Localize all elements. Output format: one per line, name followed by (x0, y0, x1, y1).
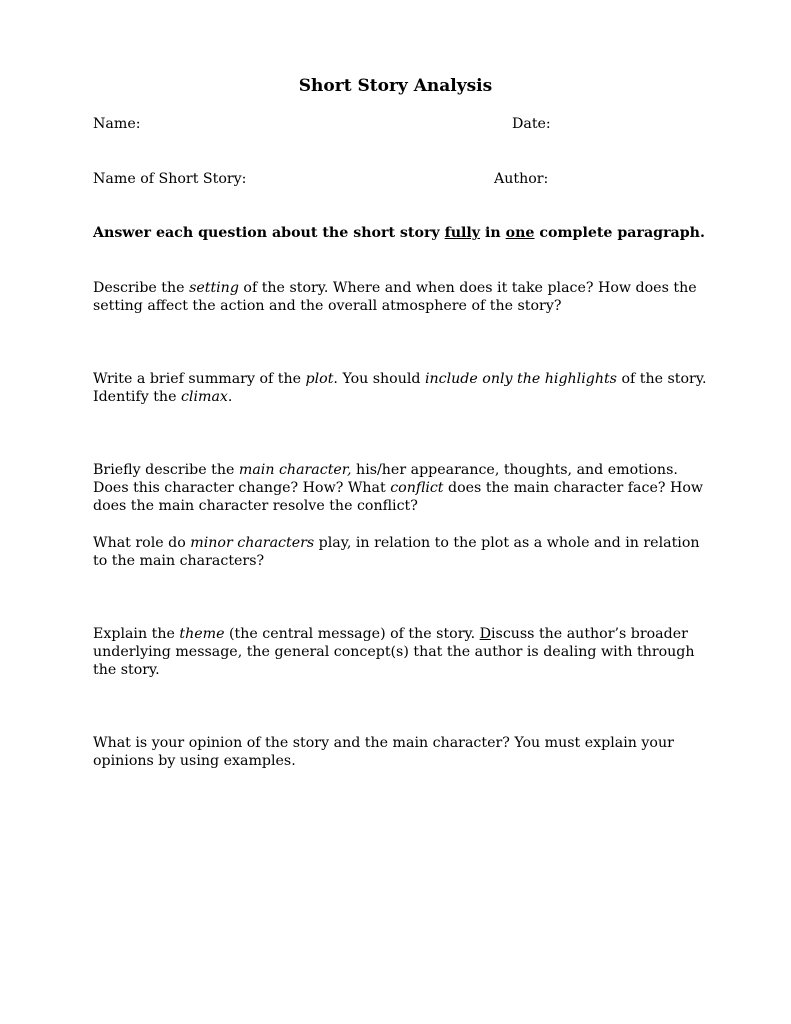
term-setting: setting (189, 280, 239, 296)
question-plot: Write a brief summary of the plot. You should include only the highlights of the story. Identify the climax. (93, 371, 707, 405)
date-label: Date: (512, 116, 551, 132)
term-conflict: conflict (390, 480, 444, 496)
question-minor-characters: What role do minor characters play, in relation to the plot as a whole and in relation to the main characters? (93, 535, 700, 569)
name-label: Name: (93, 116, 141, 132)
term-plot: plot (305, 371, 334, 387)
term-highlights: include only the highlights (425, 371, 617, 387)
story-name-label: Name of Short Story: (93, 171, 247, 187)
instructions: Answer each question about the short story fully in one complete paragraph. (93, 225, 705, 241)
term-main-character: main character, (238, 462, 352, 478)
question-theme: Explain the theme (the central message) of the story. Discuss the author’s broader underlying message, the general concept(s) that the author is dealing with through the story. (93, 626, 695, 678)
page-title: Short Story Analysis (298, 76, 493, 96)
underlined-d: D (479, 626, 491, 642)
question-main-character: Briefly describe the main character, his/her appearance, thoughts, and emotions. Does this character change? How? What conflict does the main character face? How does the main character resolve the conflict? (93, 462, 704, 514)
term-minor-characters: minor characters (190, 535, 315, 551)
author-label: Author: (494, 171, 549, 187)
emphasis-one: one (505, 225, 535, 241)
term-climax: climax (180, 389, 228, 405)
term-theme: theme (179, 626, 225, 642)
question-opinion: What is your opinion of the story and the main character? You must explain your opinions by using examples. (93, 735, 674, 769)
question-setting: Describe the setting of the story. Where and when does it take place? How does the setting affect the action and the overall atmosphere of the story? (93, 280, 697, 314)
emphasis-fully: fully (444, 225, 481, 241)
